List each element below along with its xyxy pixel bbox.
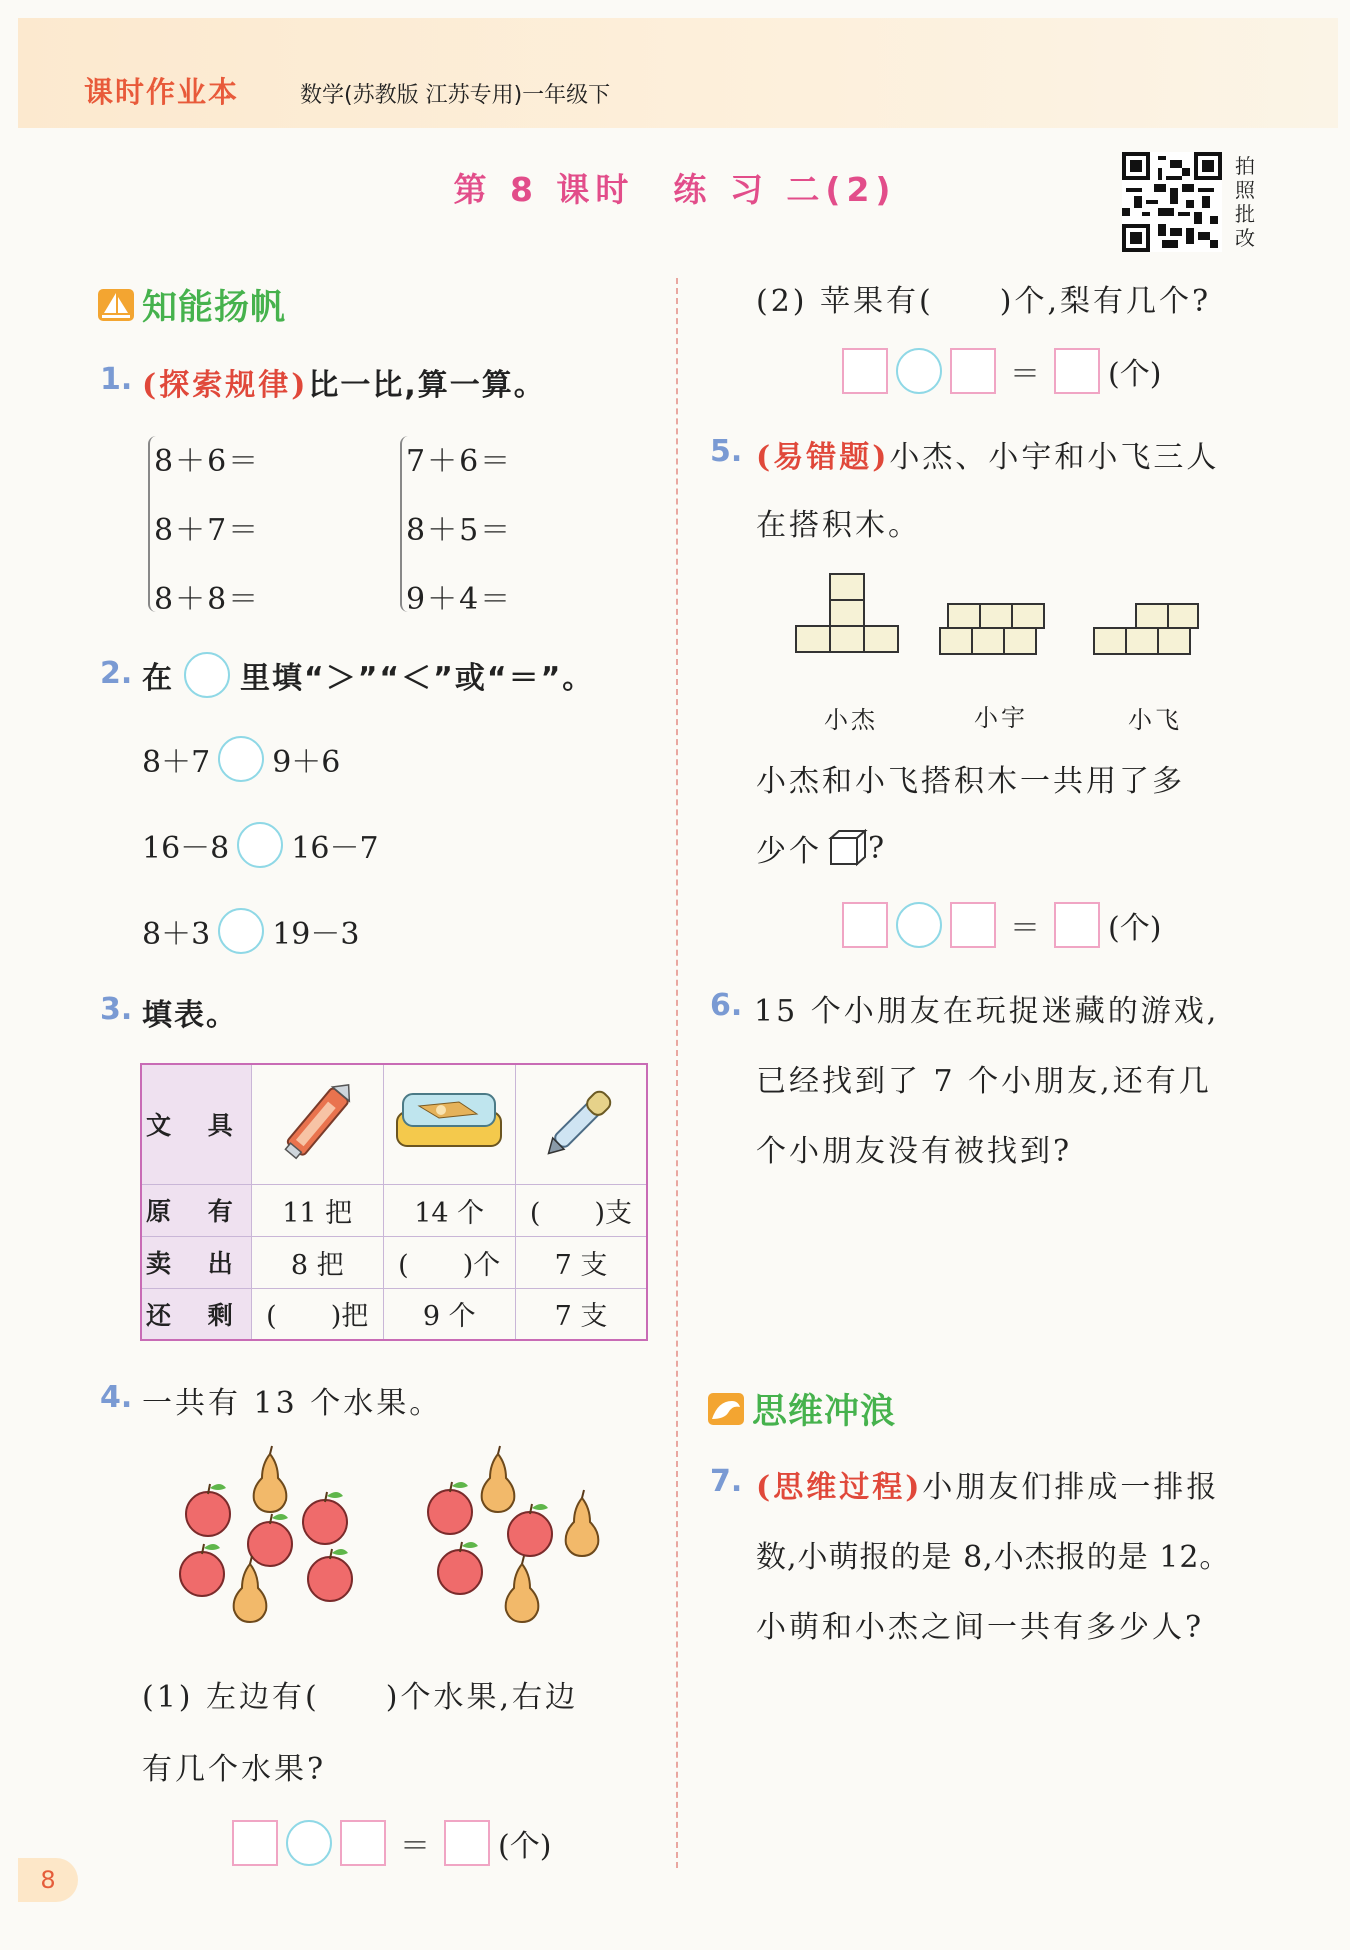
answer-formula <box>842 348 1161 394</box>
expression: 16－8 <box>142 831 230 866</box>
question-number: 6. <box>710 988 743 1023</box>
answer-circle <box>184 652 230 698</box>
expression: 19－3 <box>272 917 360 952</box>
question-6-text: 15 个小朋友在玩捉迷藏的游戏, <box>754 994 1220 1029</box>
row-header: 原 有 <box>141 1184 251 1236</box>
answer-box[interactable] <box>444 1820 490 1866</box>
expression: 8＋7 <box>142 745 211 780</box>
answer-formula <box>232 1820 551 1866</box>
question-stem: 比一比,算一算。 <box>308 368 546 403</box>
answer-box[interactable] <box>950 902 996 948</box>
table-cell: 7 支 <box>515 1236 647 1288</box>
answer-formula <box>842 902 1161 948</box>
question-stem: 少个 <box>756 834 822 869</box>
table-cell: 8 把 <box>251 1236 383 1288</box>
equals-sign: ＝ <box>400 1829 430 1864</box>
question-7-text: 数,小萌报的是 8,小杰报的是 12。 <box>756 1540 1231 1575</box>
qr-label: 拍 照 批 改 <box>1235 154 1255 250</box>
section-header-siwei <box>708 1384 896 1434</box>
equals-sign: ＝ <box>1010 911 1040 946</box>
question-stem: 小朋友们排成一排报 <box>922 1470 1220 1505</box>
brand-title: 课时作业本 <box>84 75 240 109</box>
section-title: 知能扬帆 <box>142 288 287 328</box>
question-6-text: 个小朋友没有被找到? <box>756 1134 1073 1169</box>
cube-icon <box>828 828 868 868</box>
question-7-text <box>756 1462 1219 1506</box>
column-divider <box>676 278 678 1868</box>
question-3-text: 填表。 <box>142 998 238 1033</box>
question-number: 5. <box>710 434 743 469</box>
table-cell[interactable]: ( )支 <box>515 1184 647 1236</box>
blocks-illustration <box>790 568 1220 688</box>
question-2-text <box>142 652 594 698</box>
book-subtitle: 数学(苏教版 江苏专用)一年级下 <box>300 83 611 108</box>
answer-box[interactable] <box>340 1820 386 1866</box>
compare-row <box>142 822 379 868</box>
question-5-text: 在搭积木。 <box>756 508 921 543</box>
block-label: 小杰 <box>824 706 878 734</box>
question-stem: 小杰、小宇和小飞三人 <box>889 440 1220 475</box>
table-cell: 9 个 <box>383 1288 515 1340</box>
question-4-sub2: (2) 苹果有( )个,梨有几个? <box>756 284 1212 319</box>
answer-box[interactable] <box>842 902 888 948</box>
answer-circle[interactable] <box>237 822 283 868</box>
wave-icon <box>708 1393 744 1425</box>
equals-sign: ＝ <box>1010 357 1040 392</box>
expression: 8＋3 <box>142 917 211 952</box>
question-number: 7. <box>710 1464 743 1499</box>
answer-circle[interactable] <box>896 348 942 394</box>
question-stem: 在 <box>142 661 174 696</box>
equation: 9＋4＝ <box>406 582 513 617</box>
unit-label: (个) <box>1108 911 1162 946</box>
equation: 7＋6＝ <box>406 444 513 479</box>
question-7-text: 小萌和小杰之间一共有多少人? <box>756 1610 1205 1645</box>
expression: 16－7 <box>291 831 379 866</box>
cutter-knife-icon <box>251 1064 383 1184</box>
answer-circle[interactable] <box>286 1820 332 1866</box>
question-4-text: 一共有 13 个水果。 <box>142 1386 443 1421</box>
fill-table <box>140 1063 648 1341</box>
expression: 9＋6 <box>272 745 341 780</box>
sailboat-icon <box>98 289 134 321</box>
question-tag: (探索规律) <box>142 368 309 403</box>
pen-icon <box>515 1064 647 1184</box>
compare-row <box>142 908 359 954</box>
equation: 8＋7＝ <box>154 513 261 548</box>
table-cell[interactable]: ( )个 <box>383 1236 515 1288</box>
question-tag: (思维过程) <box>756 1470 923 1505</box>
question-number: 4. <box>100 1380 133 1415</box>
question-5-text <box>756 432 1219 476</box>
table-cell: 7 支 <box>515 1288 647 1340</box>
page-number: 8 <box>18 1858 78 1902</box>
question-5-ask <box>756 826 887 870</box>
compare-row <box>142 736 340 782</box>
answer-box[interactable] <box>1054 902 1100 948</box>
answer-circle[interactable] <box>218 736 264 782</box>
question-number: 3. <box>100 992 133 1027</box>
question-stem: ? <box>868 830 888 866</box>
equation: 8＋8＝ <box>154 582 261 617</box>
answer-circle[interactable] <box>896 902 942 948</box>
equation: 8＋6＝ <box>154 444 261 479</box>
question-stem: 里填“＞”“＜”或“＝”。 <box>240 661 595 696</box>
equation: 8＋5＝ <box>406 513 513 548</box>
block-label: 小飞 <box>1128 706 1182 734</box>
question-4-sub1: (1) 左边有( )个水果,右边 <box>142 1680 578 1715</box>
table-cell: 14 个 <box>383 1184 515 1236</box>
qr-code-icon[interactable] <box>1122 152 1222 252</box>
lesson-title: 第 8 课时 练 习 二(2) <box>453 170 897 209</box>
answer-box[interactable] <box>1054 348 1100 394</box>
section-title: 思维冲浪 <box>752 1392 897 1432</box>
row-header: 文 具 <box>141 1064 251 1184</box>
row-header: 还 剩 <box>141 1288 251 1340</box>
question-tag: (易错题) <box>756 440 890 475</box>
answer-box[interactable] <box>232 1820 278 1866</box>
unit-label: (个) <box>498 1829 552 1864</box>
answer-box[interactable] <box>950 348 996 394</box>
row-header: 卖 出 <box>141 1236 251 1288</box>
section-header-zhineng <box>98 280 286 330</box>
question-4-sub1: 有几个水果? <box>142 1752 327 1787</box>
fruit-illustration <box>170 1444 630 1644</box>
table-cell: 11 把 <box>251 1184 383 1236</box>
unit-label: (个) <box>1108 357 1162 392</box>
pencil-box-icon <box>383 1064 515 1184</box>
question-number: 2. <box>100 656 133 691</box>
question-5-ask: 小杰和小飞搭积木一共用了多 <box>756 764 1185 799</box>
table-cell[interactable]: ( )把 <box>251 1288 383 1340</box>
question-6-text: 已经找到了 7 个小朋友,还有几 <box>756 1064 1212 1099</box>
question-number: 1. <box>100 362 133 397</box>
answer-circle[interactable] <box>218 908 264 954</box>
block-label: 小宇 <box>974 704 1028 732</box>
answer-box[interactable] <box>842 348 888 394</box>
question-1-text <box>142 360 546 404</box>
